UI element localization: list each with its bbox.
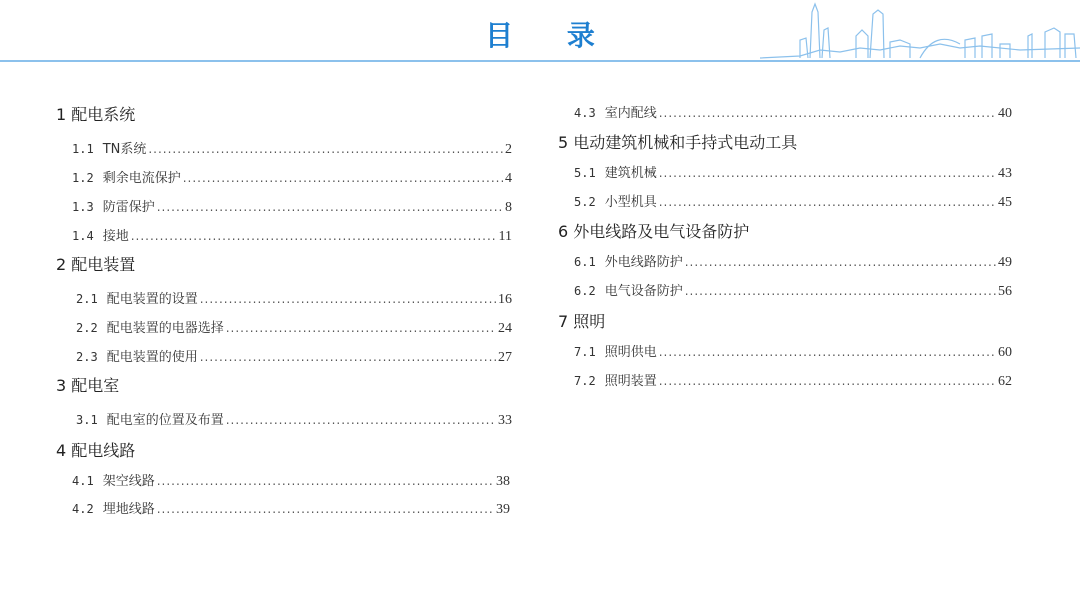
toc-entry[interactable] — [574, 102, 1012, 122]
toc-entry[interactable] — [574, 370, 1012, 390]
entry-number: 7.1 — [574, 345, 596, 359]
dot-leader — [659, 166, 996, 180]
toc-chapter[interactable]: 1 配电系统 — [56, 105, 136, 124]
toc-entry[interactable] — [574, 341, 1012, 361]
toc-entry[interactable] — [72, 498, 510, 518]
entry-page: 16 — [498, 292, 512, 307]
entry-page: 56 — [998, 284, 1012, 299]
dot-leader — [226, 413, 496, 427]
entry-title: 配电室的位置及布置 — [106, 413, 224, 428]
toc-entry[interactable] — [574, 280, 1012, 300]
toc-entry[interactable] — [76, 317, 512, 337]
entry-title: 接地 — [102, 229, 129, 244]
dot-leader — [200, 292, 496, 306]
entry-page: 24 — [498, 321, 512, 336]
entry-page: 38 — [496, 474, 510, 489]
dot-leader — [659, 106, 996, 120]
header — [0, 0, 1080, 62]
header-rule — [0, 60, 1080, 62]
entry-title: 剩余电流保护 — [102, 171, 181, 186]
dot-leader — [157, 502, 494, 516]
entry-title: 照明供电 — [604, 345, 657, 360]
dot-leader — [685, 255, 996, 269]
dot-leader — [131, 229, 497, 243]
dot-leader — [200, 350, 496, 364]
entry-title: 建筑机械 — [604, 166, 657, 181]
entry-title: 照明装置 — [604, 374, 657, 389]
toc-entry[interactable] — [76, 288, 512, 308]
toc-entry[interactable] — [76, 346, 512, 366]
entry-page: 8 — [505, 200, 512, 215]
entry-number: 6.2 — [574, 284, 596, 298]
toc-entry[interactable] — [76, 409, 512, 429]
entry-title: 埋地线路 — [102, 502, 155, 517]
entry-page: 39 — [496, 502, 510, 517]
entry-title: TN系统 — [102, 142, 147, 157]
entry-number: 5.1 — [574, 166, 596, 180]
entry-number: 2.3 — [76, 350, 98, 364]
toc-chapter[interactable]: 5 电动建筑机械和手持式电动工具 — [558, 133, 798, 152]
entry-title: 配电装置的设置 — [106, 292, 198, 307]
dot-leader — [148, 142, 503, 156]
toc-chapter[interactable]: 2 配电装置 — [56, 255, 136, 274]
dot-leader — [157, 200, 503, 214]
dot-leader — [183, 171, 503, 185]
toc-entry[interactable] — [72, 225, 512, 245]
toc-entry[interactable] — [574, 191, 1012, 211]
entry-title: 电气设备防护 — [604, 284, 683, 299]
dot-leader — [659, 345, 996, 359]
toc-entry[interactable] — [72, 138, 512, 158]
entry-title: 架空线路 — [102, 474, 155, 489]
entry-number: 4.1 — [72, 474, 94, 488]
dot-leader — [157, 474, 494, 488]
entry-number: 4.3 — [574, 106, 596, 120]
dot-leader — [226, 321, 496, 335]
entry-page: 60 — [998, 345, 1012, 360]
entry-page: 40 — [998, 106, 1012, 121]
entry-page: 45 — [998, 195, 1012, 210]
entry-number: 4.2 — [72, 502, 94, 516]
entry-page: 11 — [498, 229, 512, 244]
toc-chapter[interactable]: 6 外电线路及电气设备防护 — [558, 222, 750, 241]
entry-number: 1.3 — [72, 200, 94, 214]
page-title: 目 录 — [485, 19, 617, 52]
entry-number: 2.2 — [76, 321, 98, 335]
entry-number: 7.2 — [574, 374, 596, 388]
entry-page: 43 — [998, 166, 1012, 181]
entry-title: 室内配线 — [604, 106, 657, 121]
entry-page: 27 — [498, 350, 512, 365]
city-skyline-icon — [760, 0, 1080, 62]
toc-entry[interactable] — [72, 470, 510, 490]
dot-leader — [685, 284, 996, 298]
entry-title: 配电装置的电器选择 — [106, 321, 224, 336]
dot-leader — [659, 374, 996, 388]
entry-page: 62 — [998, 374, 1012, 389]
entry-title: 防雷保护 — [102, 200, 155, 215]
entry-number: 3.1 — [76, 413, 98, 427]
entry-page: 2 — [505, 142, 512, 157]
entry-number: 1.2 — [72, 171, 94, 185]
entry-page: 49 — [998, 255, 1012, 270]
toc-entry[interactable] — [574, 251, 1012, 271]
entry-number: 5.2 — [574, 195, 596, 209]
entry-page: 33 — [498, 413, 512, 428]
entry-title: 小型机具 — [604, 195, 657, 210]
entry-number: 6.1 — [574, 255, 596, 269]
dot-leader — [659, 195, 996, 209]
entry-number: 1.1 — [72, 142, 94, 156]
toc-chapter[interactable]: 4 配电线路 — [56, 441, 136, 460]
toc-entry[interactable] — [72, 167, 512, 187]
toc-entry[interactable] — [72, 196, 512, 216]
entry-title: 配电装置的使用 — [106, 350, 198, 365]
entry-number: 1.4 — [72, 229, 94, 243]
entry-title: 外电线路防护 — [604, 255, 683, 270]
toc-chapter[interactable]: 3 配电室 — [56, 376, 120, 395]
entry-number: 2.1 — [76, 292, 98, 306]
toc-entry[interactable] — [574, 162, 1012, 182]
entry-page: 4 — [505, 171, 512, 186]
toc-chapter[interactable]: 7 照明 — [558, 312, 606, 331]
